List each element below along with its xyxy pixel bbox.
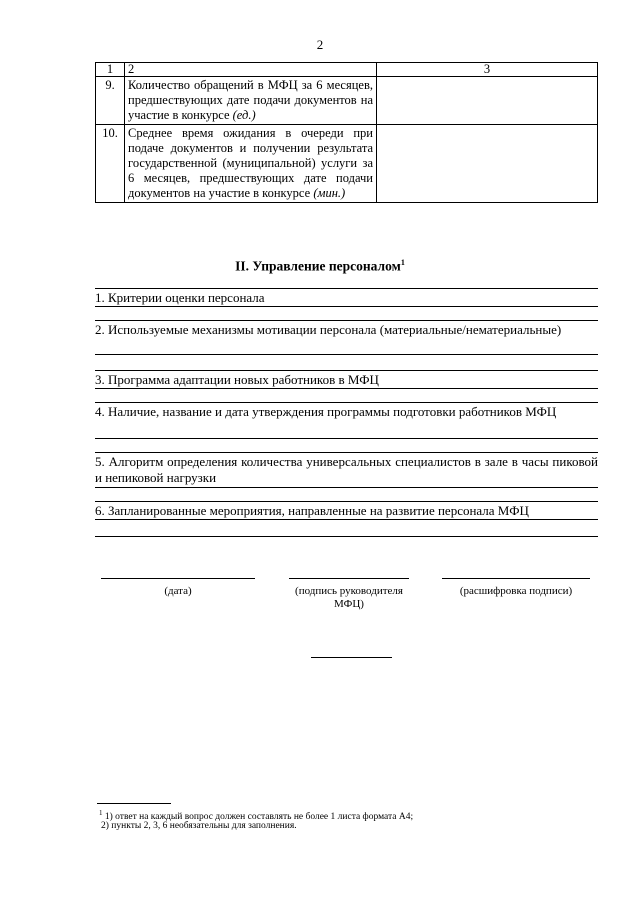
page-number: 2: [316, 37, 324, 52]
answer-rule: [95, 536, 598, 537]
personnel-item-5: 5. Алгоритм определения количества универсальных специалистов в зале в часы пиковой и непиковой нагрузки: [95, 454, 598, 485]
personnel-item-1: 1. Критерии оценки персонала: [95, 290, 265, 305]
question-unit: (мин.): [313, 186, 346, 200]
questionnaire-table: [95, 62, 598, 203]
row-number: 9.: [96, 77, 125, 125]
item-top-rule: [95, 288, 598, 289]
table-row: [96, 125, 598, 203]
personnel-item-3: 3. Программа адаптации новых работников в МФЦ: [95, 372, 379, 387]
footnote-mark: 1: [99, 809, 103, 817]
table-header-cell: 2: [125, 63, 377, 77]
footnote-divider: [97, 803, 171, 804]
personnel-item-2: 2. Используемые механизмы мотивации персонала (материальные/нематериальные): [95, 322, 562, 337]
signature-head: [289, 578, 409, 611]
personnel-item-6: 6. Запланированные мероприятия, направленные на развитие персонала МФЦ: [95, 503, 529, 518]
date-line[interactable]: [101, 578, 255, 579]
table-header-cell: 1: [96, 63, 125, 77]
section-title-text: II. Управление персоналом: [235, 258, 401, 274]
item-bottom-rule: [95, 519, 598, 520]
section-title: [0, 258, 640, 275]
row-question: [125, 125, 377, 203]
item-bottom-rule: [95, 438, 598, 439]
decoding-line[interactable]: [442, 578, 590, 579]
footnote-line-1: 1) ответ на каждый вопрос должен составлять не более 1 листа формата А4;: [104, 812, 414, 823]
item-bottom-rule: [95, 354, 598, 355]
item-bottom-rule: [95, 487, 598, 488]
item-top-rule: [95, 402, 598, 403]
signature-caption: (подпись руководителя МФЦ): [295, 585, 403, 610]
item-bottom-rule: [95, 388, 598, 389]
personnel-item-4: 4. Наличие, название и дата утверждения программы подготовки работников МФЦ: [95, 404, 557, 419]
question-text: Количество обращений в МФЦ за 6 месяцев, предшествующих дате подачи документов на участие в конкурсе: [128, 78, 373, 122]
table-row: [96, 77, 598, 125]
table-header-cell: 3: [377, 63, 598, 77]
table-header-row: [96, 63, 598, 77]
row-answer[interactable]: [377, 125, 598, 203]
row-answer[interactable]: [377, 77, 598, 125]
footnote-ref: 1: [400, 258, 405, 267]
item-top-rule: [95, 320, 598, 321]
item-bottom-rule: [95, 306, 598, 307]
item-top-rule: [95, 370, 598, 371]
question-unit: (ед.): [232, 108, 256, 122]
item-top-rule: [95, 501, 598, 502]
row-number: 10.: [96, 125, 125, 203]
footnote-2: 2) пункты 2, 3, 6 необязательны для заполнения.: [101, 821, 297, 831]
signature-decoding: [442, 578, 590, 598]
end-divider: [311, 657, 392, 658]
question-text: Среднее время ожидания в очереди при подаче документов и получении результата государственной (муниципальной) услуги за 6 месяцев, предшествующих дате подачи документов на участие в конкурсе: [128, 126, 373, 200]
date-caption: (дата): [164, 585, 192, 597]
decoding-caption: (расшифровка подписи): [459, 585, 573, 597]
signature-line[interactable]: [289, 578, 409, 579]
item-top-rule: [95, 452, 598, 453]
signature-date: [101, 578, 255, 598]
row-question: [125, 77, 377, 125]
